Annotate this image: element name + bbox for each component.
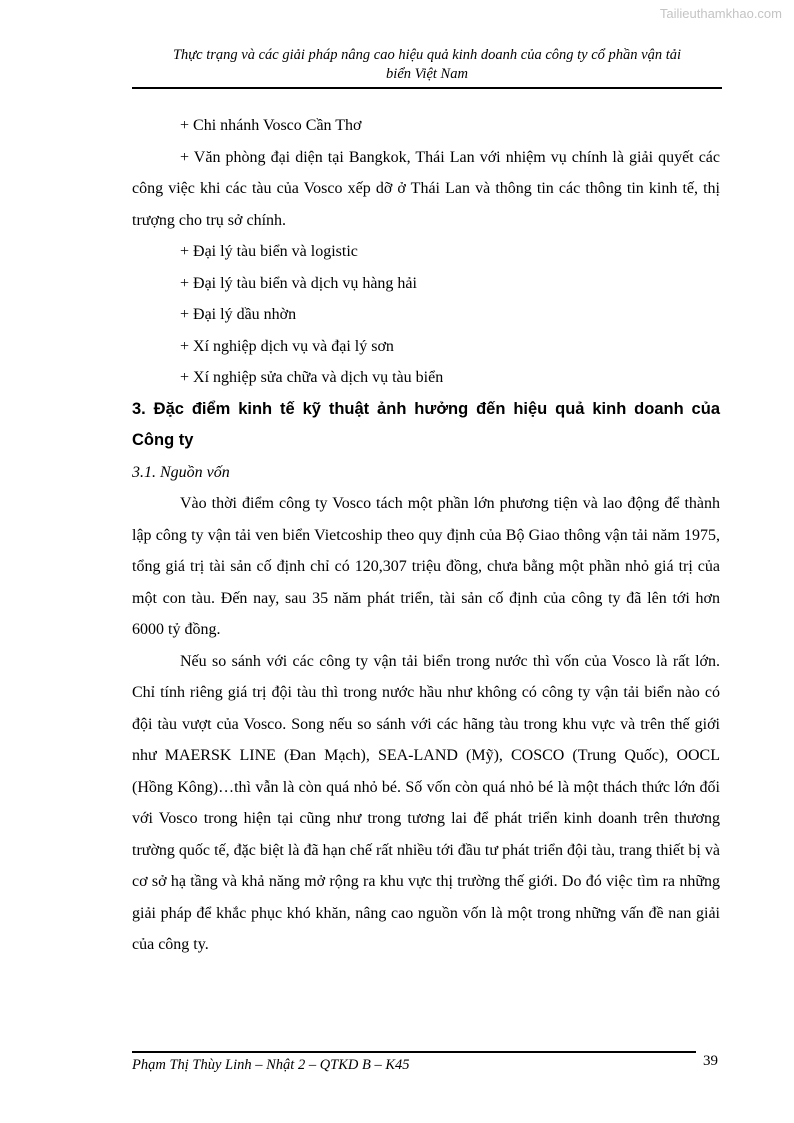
footer-divider [132, 1051, 696, 1053]
bullet-item: + Xí nghiệp sửa chữa và dịch vụ tàu biển [180, 369, 444, 386]
bullet-item: + Chi nhánh Vosco Cần Thơ [180, 117, 362, 134]
bullet-item: + Đại lý dầu nhờn [180, 306, 297, 323]
page-number: 39 [703, 1053, 718, 1069]
page-header [132, 46, 722, 84]
subsection-heading: 3.1. Nguồn vốn [132, 463, 230, 481]
bullet-item: + Đại lý tàu biển và dịch vụ hàng hải [180, 274, 417, 292]
body-paragraph: Vào thời điểm công ty Vosco tách một phần lớn phương tiện và lao động để thành lập công ty vận tải ven biển Vietcoship theo quy định của Bộ Giao thông vận tải năm 1975, tổng giá trị tài sản cố định chỉ có 120,307 triệu đồng, chưa bằng một phần nhỏ giá trị của một con tàu. Đến nay, sau 35 năm phát triển, tài sản cố định của công ty đã lên tới hơn 6000 tỷ đồng. [132, 495, 720, 638]
body-paragraph: Nếu so sánh với các công ty vận tải biển trong nước thì vốn của Vosco là rất lớn. Chỉ tính riêng giá trị đội tàu thì trong nước hầu như không có công ty vận tải biển nào có đội tàu vượt của Vosco. Song nếu so sánh với các hãng tàu trong khu vực và trên thế giới như MAERSK LINE (Đan Mạch), SEA-LAND (Mỹ), COSCO (Trung Quốc), OOCL (Hồng Kông)…thì vẫn là còn quá nhỏ bé. Số vốn còn quá nhỏ bé là một thách thức lớn đối với Vosco trong hiện tại cũng như trong tương lai để phát triển kinh doanh trên thương trường quốc tế, đặc biệt là đã hạn chế rất nhiều tới đầu tư phát triển đội tàu, trang thiết bị và cơ sở hạ tầng và khả năng mở rộng ra khu vực thị trường thế giới. Do đó việc tìm ra những giải pháp để khắc phục khó khăn, nâng cao nguồn vốn là một trong những vấn đề nan giải của công ty. [132, 652, 720, 953]
footer-author: Phạm Thị Thùy Linh – Nhật 2 – QTKD B – K45 [132, 1057, 410, 1073]
bullet-item: + Xí nghiệp dịch vụ và đại lý sơn [180, 337, 394, 355]
watermark: Tailieuthamkhao.com [659, 6, 782, 21]
bullet-item: + Đại lý tàu biển và logistic [180, 243, 358, 260]
header-title-line1: Thực trạng và các giải pháp nâng cao hiệu quả kinh doanh của công ty cổ phần vận tải [172, 47, 682, 63]
page-body [132, 110, 720, 961]
bullet-item: + Văn phòng đại diện tại Bangkok, Thái Lan với nhiệm vụ chính là giải quyết các công việc khi các tàu của Vosco xếp dỡ ở Thái Lan và thông tin các thông tin kinh tế, thị trượng cho trụ sở chính. [132, 148, 720, 229]
header-title-line2: biển Việt Nam [386, 66, 468, 82]
header-divider [132, 87, 722, 89]
section-heading: 3. Đặc điểm kinh tế kỹ thuật ảnh hưởng đến hiệu quả kinh doanh của Công ty [132, 399, 720, 449]
